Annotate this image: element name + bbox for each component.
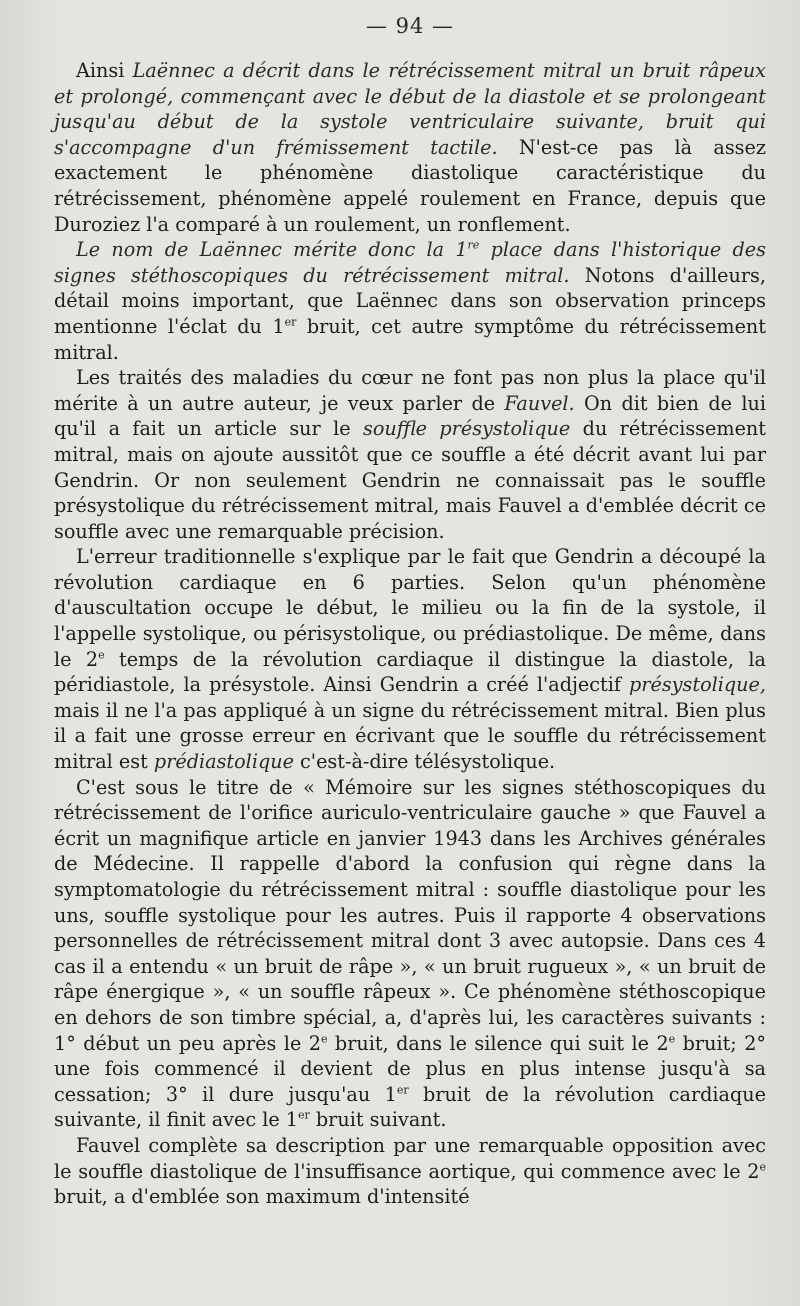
body-text <box>54 58 766 1210</box>
superscript-text: e <box>98 648 105 662</box>
paragraph-gendrin-error <box>54 544 766 774</box>
paragraph-fauvel-memoire <box>54 775 766 1133</box>
text-run: bruit de la révolution cardiaque suivante, il finit avec le 1 <box>54 1082 766 1132</box>
text-run: C'est sous le titre de « Mémoire sur les signes stéthoscopiques du rétrécissement de l'orifice auriculo-ventriculaire gauche » que Fauvel a écrit un magnifique article en janvier 1943 dans les Archives générales de Médecine. Il rappelle d'abord la confusion qui règne dans la symptomatologie du rétrécissement mitral : souffle diastolique pour les uns, souffle systolique pour les autres. Puis il rapporte 4 observations personnelles de rétrécissement mitral dont 3 avec autopsie. Dans ces 4 cas il a entendu « un bruit de râpe », « un bruit rugueux », « un bruit de râpe énergique », « un souffle râpeux ». Ce phénomène stéthoscopique en dehors de son timbre spécial, a, d'après lui, les caractères suivants : 1° début un peu après le 2 <box>54 775 766 1055</box>
text-run: bruit suivant. <box>309 1108 447 1132</box>
superscript-text: e <box>320 1032 328 1046</box>
text-run: On dit bien de lui qu'il a fait un article sur le <box>54 391 766 441</box>
italic-text: présystolique, <box>629 673 766 697</box>
italic-text: prédiastolique <box>153 750 294 774</box>
paragraph-laennec-priority <box>54 237 766 365</box>
text-run: Notons d'ailleurs, détail moins important, que Laënnec dans son observation princeps mentionne l'éclat du 1 <box>54 263 766 338</box>
text-run: N'est-ce pas là assez exactement le phénomène diastolique caractéristique du rétrécissement, phénomène appelé roulement en France, depuis que Duroziez l'a comparé à un roulement, un ronflement. <box>54 135 766 236</box>
superscript-text: er <box>396 1083 409 1097</box>
paragraph-fauvel-intro <box>54 365 766 544</box>
text-run: L'erreur traditionnelle s'explique par le fait que Gendrin a découpé la révolution cardiaque en 6 parties. Selon qu'un phénomène d'auscultation occupe le début, le milieu ou la fin de la systole, il l'appelle systolique, ou périsystolique, ou prédiastolique. De même, dans le 2 <box>54 545 766 671</box>
italic-text: Laënnec a décrit dans le rétrécissement mitral un bruit râpeux et prolongé, commençant avec le début de la diastole et se prolongeant jusqu'au début de la systole ventriculaire suivante, bruit qui s'accompagne d'un frémissement tactile. <box>54 59 767 159</box>
text-run: Ainsi <box>76 59 133 82</box>
superscript-text: er <box>284 315 297 329</box>
text-run: bruit, cet autre symptôme du rétrécissement mitral. <box>54 314 766 364</box>
italic-text: place dans l'historique des signes stéthoscopiques du rétrécissement mitral. <box>54 238 766 287</box>
text-run: bruit; 2° une fois commencé il devient de plus en plus intense jusqu'à sa cessation; 3° il dure jusqu'au 1 <box>54 1031 766 1106</box>
italic-text: souffle présystolique <box>362 417 571 441</box>
text-run: temps de la révolution cardiaque il distingue la diastole, la péridiastole, la présystole. Ainsi Gendrin a créé l'adjectif <box>54 647 766 697</box>
text-run: Fauvel complète sa description par une remarquable opposition avec le souffle diastolique de l'insuffisance aortique, qui commence avec le 2 <box>54 1133 766 1183</box>
paragraph-fauvel-opposition <box>54 1133 766 1210</box>
superscript-text: er <box>298 1108 310 1122</box>
paragraph-laennec-description <box>54 58 766 237</box>
text-run: bruit, dans le silence qui suit le 2 <box>327 1031 669 1055</box>
superscript-text: e <box>759 1160 766 1174</box>
text-run: bruit, a d'emblée son maximum d'intensité <box>54 1185 470 1209</box>
text-run: c'est-à-dire télésystolique. <box>293 750 556 774</box>
superscript-text: re <box>467 238 480 252</box>
page-number: — 94 — <box>365 14 455 38</box>
superscript-text: e <box>668 1032 676 1046</box>
italic-text: Le nom de Laënnec mérite donc la 1 <box>76 238 468 262</box>
text-run: Les traités des maladies du cœur ne font pas non plus la place qu'il mérite à un autre auteur, je veux parler de <box>54 366 766 415</box>
text-run: mais il ne l'a pas appliqué à un signe du rétrécissement mitral. Bien plus il a fait une grosse erreur en écrivant que le souffle du rétrécissement mitral est <box>54 698 766 774</box>
italic-text: Fauvel. <box>504 391 575 415</box>
text-run: du rétrécissement mitral, mais on ajoute aussitôt que ce souffle a été décrit avant lui par Gendrin. Or non seulement Gendrin ne connaissait pas le souffle présystolique du rétrécissement mitral, mais Fauvel a d'emblée décrit ce souffle avec une remarquable précision. <box>54 417 766 543</box>
